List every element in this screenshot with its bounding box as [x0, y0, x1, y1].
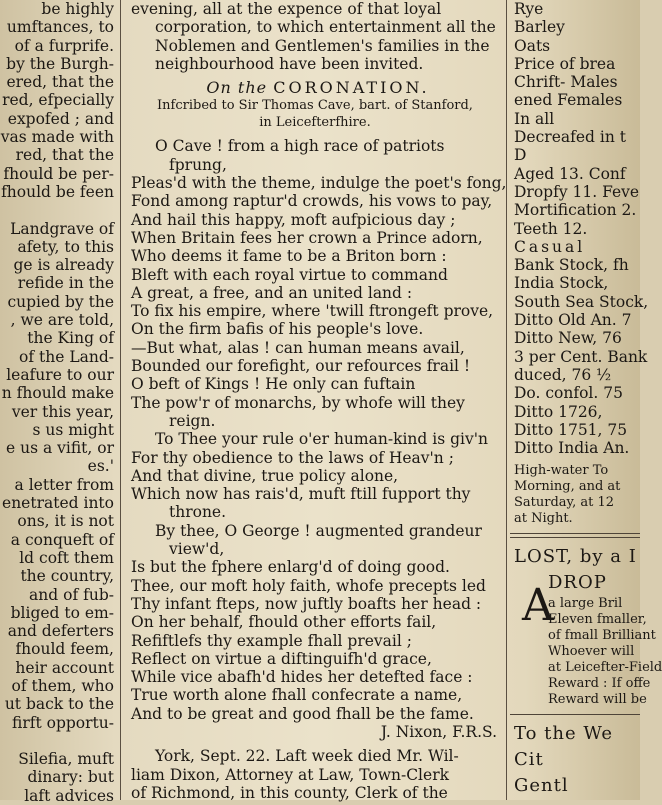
poem-line: Is but the fphere enlarg'd of doing good. [131, 558, 450, 577]
lost-advert-dropcap: A [522, 580, 554, 631]
lost-line: at Leicefter-Field [548, 660, 662, 676]
left-column [0, 0, 118, 805]
left-column-line [0, 201, 118, 219]
left-column-line: laft advices [24, 786, 114, 805]
left-column-line: and of fub- [29, 585, 114, 604]
poem-line: throne. [169, 503, 227, 522]
left-column-line: be highly [41, 0, 114, 18]
left-column-line: ons, it is not [17, 512, 114, 531]
left-column-line: expofed ; and [7, 109, 114, 128]
water-line: at Night. [514, 511, 573, 527]
left-column-line: e us a vifit, or [5, 439, 114, 458]
lost-line: of fmall Brilliant [548, 628, 656, 644]
stock-line: Ditto India An. [514, 439, 630, 458]
high-water-notice [510, 463, 640, 527]
intro-line: Noblemen and Gentlemen's families in the [155, 36, 490, 55]
stock-line: duced, 76 ½ [514, 365, 612, 384]
mortality-line: Chrift- Males [514, 73, 618, 92]
news-paragraph [125, 747, 505, 802]
left-column-line: of them, who [11, 676, 114, 695]
poem-inscription-line2: in Leicefterfhire. [259, 115, 371, 131]
stock-line: Do. confol. 75 [514, 384, 623, 403]
section-divider-bottom [510, 714, 640, 715]
lost-line: DROP [548, 572, 607, 594]
left-column-line: a letter from [14, 475, 114, 494]
poem-line: O Cave ! from a high race of patriots [155, 137, 445, 156]
mortality-line: ened Females [514, 91, 623, 110]
bottom-line: Cit [514, 749, 544, 771]
left-column-line: firft opportu- [11, 713, 114, 732]
mortality-line: Price of brea [514, 54, 616, 73]
stock-line: 3 per Cent. Bank [514, 347, 648, 366]
intro-paragraph [125, 0, 505, 73]
lost-line: Reward : If offe [548, 676, 651, 692]
poem-line: Bounded our forefight, our refources frail ! [131, 357, 471, 376]
lost-line: Eleven fmaller, [548, 612, 647, 628]
poem-line: True worth alone fhall confecrate a name, [131, 686, 463, 705]
intro-line: corporation, to which entertainment all the [155, 18, 496, 37]
poem-line: Who deems it fame to be a Briton born : [131, 247, 447, 266]
poem-line: To Thee your rule o'er human-kind is giv'n [155, 430, 488, 449]
left-column-line: ver this year, [11, 402, 114, 421]
poem-line: view'd, [169, 540, 225, 559]
left-column-line: refide in the [17, 274, 114, 293]
left-column-line: ld coft them [19, 548, 114, 567]
poem-line: And that divine, true policy alone, [131, 466, 399, 485]
water-line: High-water To [514, 463, 609, 479]
left-column-line: vas made with [0, 128, 114, 147]
stock-line: Ditto 1751, 75 [514, 420, 628, 439]
left-column-line: the King of [27, 329, 114, 348]
poem-line: Thy infant fteps, now juftly boafts her head : [131, 594, 482, 613]
mortality-line: Rye [514, 0, 544, 18]
poem-line: And hail this happy, moft aufpicious day ; [131, 210, 456, 229]
left-column-line: dinary: but [27, 768, 114, 787]
poem-line: And to be great and good fhall be the fame. [131, 704, 474, 723]
poem-signature: J. Nixon, F.R.S. [380, 722, 497, 741]
poem-line: reign. [169, 411, 216, 430]
stock-line: Bank Stock, fh [514, 256, 629, 275]
poem-line: The pow'r of monarchs, by whofe will they [131, 393, 465, 412]
bill-of-mortality [510, 0, 640, 238]
bottom-line: To the We [514, 723, 614, 745]
poem-line: Thee, our moft holy faith, whofe precepts led [131, 576, 486, 595]
poem-heading-prefix: On the [206, 78, 268, 98]
poem-line: fprung, [169, 155, 227, 174]
bottom-advert [510, 721, 640, 799]
mortality-line: In all [514, 109, 555, 128]
left-column-line: fhould be per- [3, 164, 114, 183]
poem-line: For thy obedience to the laws of Heav'n ; [131, 448, 454, 467]
left-column-line: Silefia, muft [18, 750, 114, 769]
left-column-line: ut back to the [4, 695, 114, 714]
mortality-line: Dropfy 11. Feve [514, 182, 640, 201]
water-line: Morning, and at [514, 479, 621, 495]
casualty-heading: Casual [514, 237, 586, 256]
stock-line: Ditto New, 76 [514, 329, 622, 348]
news-line: York, Sept. 22. Laft week died Mr. Wil- [155, 747, 459, 766]
left-column-line: heir account [15, 658, 114, 677]
left-column-line: ered, that the [6, 73, 114, 92]
left-column-line: es.' [87, 457, 114, 476]
poem-line: On the firm bafis of his people's love. [131, 320, 424, 339]
poem-heading [125, 79, 505, 97]
poem-line: —But what, alas ! can human means avail, [131, 338, 465, 357]
left-column-line: red, efpecially [2, 91, 114, 110]
poem-line: By thee, O George ! augmented grandeur [155, 521, 482, 540]
mortality-line: Mortification 2. [514, 201, 637, 220]
stock-line: Ditto 1726, [514, 402, 603, 421]
column-rule-right [506, 0, 507, 800]
left-column-line: fhould feem, [15, 640, 114, 659]
lost-line: Reward will be [548, 692, 647, 708]
left-column-line: of a furprife. [14, 36, 114, 55]
left-column-line: n fhould make [1, 384, 114, 403]
news-line: liam Dixon, Attorney at Law, Town-Clerk [131, 765, 449, 784]
poem-inscription-line1: Infcribed to Sir Thomas Cave, bart. of Stanford, [157, 98, 473, 114]
stock-line: India Stock, [514, 274, 609, 293]
left-column-line: a conqueft of [10, 530, 114, 549]
poem-body [125, 137, 505, 723]
intro-line: neighbourhood have been invited. [155, 54, 424, 73]
bottom-line: Gentl [514, 775, 569, 797]
poem-line: On her behalf, fhould other efforts fail, [131, 613, 437, 632]
column-rule-left [120, 0, 121, 800]
poem-line: Which now has rais'd, muft ftill fupport thy [131, 485, 471, 504]
section-divider-double [510, 537, 640, 538]
lost-line: a large Bril [548, 596, 623, 612]
left-column-line: red, that the [15, 146, 114, 165]
left-column-line: cupied by the [7, 292, 114, 311]
section-divider [510, 533, 640, 534]
poem-line: While vice abafh'd hides her detefted face : [131, 668, 473, 687]
mortality-line: Barley [514, 18, 565, 37]
poem-line: A great, a free, and an united land : [131, 283, 413, 302]
left-column-line: afety, to this [17, 237, 114, 256]
lost-line: Whoever will [548, 644, 635, 660]
lost-advert-heading: LOST, by a I [514, 546, 637, 568]
left-column-line: s us might [32, 420, 114, 439]
left-column-line: leafure to our [6, 365, 114, 384]
intro-line: evening, all at the expence of that loyal [131, 0, 442, 18]
left-column-line: bliged to em- [10, 603, 114, 622]
left-column-line: by the Burgh- [6, 54, 114, 73]
left-column-line: and deferters [7, 622, 114, 641]
left-column-line: , we are told, [10, 311, 114, 330]
poem-line: Bleft with each royal virtue to command [131, 265, 448, 284]
mortality-line: Aged 13. Conf [514, 164, 626, 183]
poem-line: When Britain fees her crown a Prince adorn, [131, 228, 483, 247]
left-column-line: ge is already [13, 256, 114, 275]
poem-line: Refiftlefs thy example fhall prevail ; [131, 631, 412, 650]
left-column-line [0, 732, 118, 750]
mortality-line: Oats [514, 36, 551, 55]
news-line: of Richmond, in this county, Clerk of the [131, 783, 448, 802]
mortality-line: D [514, 146, 527, 165]
poem-line: To fix his empire, where 'twill ftrongeft prove, [131, 302, 494, 321]
stock-line: Ditto Old An. 7 [514, 311, 632, 330]
right-column [510, 0, 662, 800]
stock-prices [510, 256, 649, 458]
left-column-line: Landgrave of [10, 219, 114, 238]
left-column-line: fhould be feen [1, 182, 114, 201]
poem-line: Reflect on virtue a diftinguifh'd grace, [131, 649, 432, 668]
left-column-line: of the Land- [19, 347, 114, 366]
poem-heading-title: CORONATION. [273, 78, 430, 98]
left-column-line: umftances, to [6, 18, 114, 37]
poem-line: Fond among raptur'd crowds, his vows to pay, [131, 192, 493, 211]
water-line: Saturday, at 12 [514, 495, 615, 511]
stock-line: South Sea Stock, [514, 292, 649, 311]
left-column-line: the country, [20, 567, 114, 586]
mortality-line: Decreafed in t [514, 128, 626, 147]
poem-line: Pleas'd with the theme, indulge the poet's fong, [131, 174, 507, 193]
center-column [125, 0, 505, 800]
left-column-line: enetrated into [2, 494, 114, 513]
poem-line: O beft of Kings ! He only can fuftain [131, 375, 416, 394]
mortality-line: Teeth 12. [514, 219, 588, 238]
